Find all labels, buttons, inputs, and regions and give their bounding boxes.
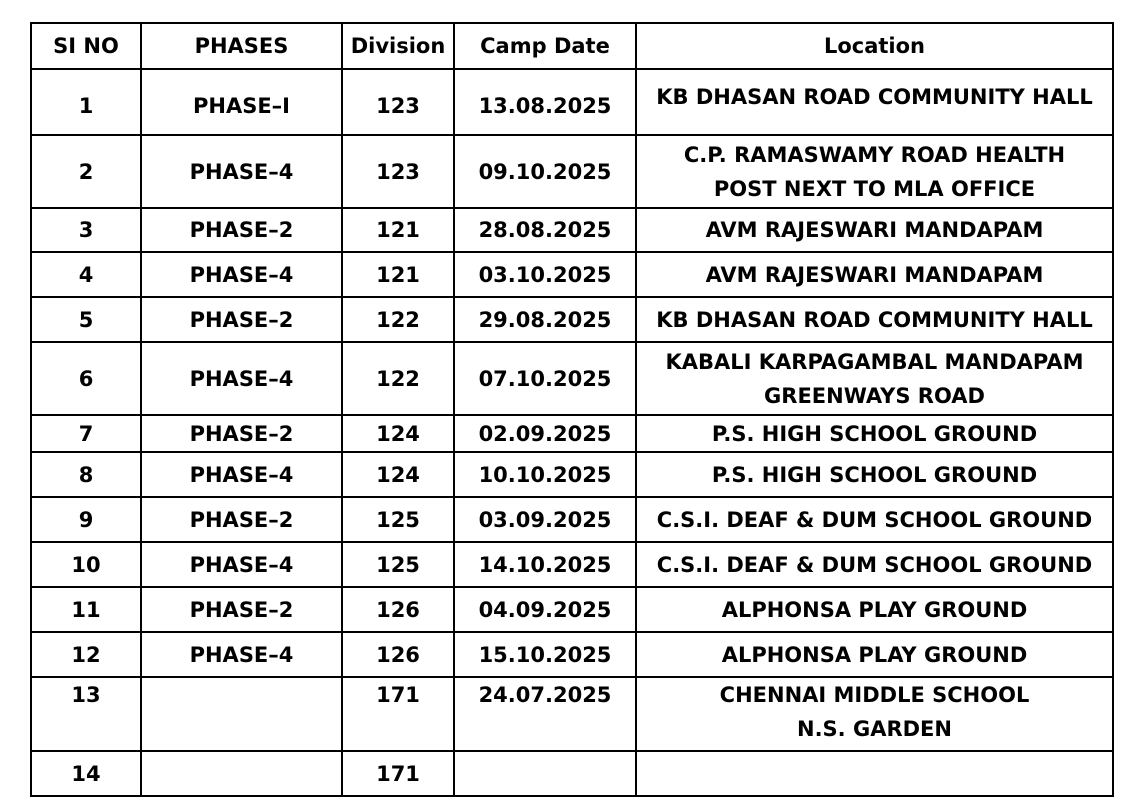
division-cell: 171 — [342, 751, 454, 796]
location-line: AVM RAJESWARI MANDAPAM — [705, 218, 1044, 242]
division-cell: 125 — [342, 542, 454, 587]
table-row — [31, 208, 1113, 252]
location-line: N.S. GARDEN — [797, 717, 952, 741]
camp-date-cell: 15.10.2025 — [454, 632, 636, 677]
location-cell — [636, 252, 1113, 297]
location-line: KB DHASAN ROAD COMMUNITY HALL — [656, 85, 1093, 109]
location-cell — [636, 208, 1113, 252]
location-line: KABALI KARPAGAMBAL MANDAPAM — [665, 349, 1084, 374]
header-phases: PHASES — [141, 23, 342, 69]
division-cell: 121 — [342, 208, 454, 252]
table-row — [31, 452, 1113, 497]
location-cell — [636, 587, 1113, 632]
table-row — [31, 252, 1113, 297]
location-cell — [636, 542, 1113, 587]
sno-cell: 8 — [31, 452, 141, 497]
table-row — [31, 415, 1113, 452]
division-cell: 126 — [342, 587, 454, 632]
sno-cell: 11 — [31, 587, 141, 632]
phase-cell: PHASE–2 — [141, 587, 342, 632]
location-line: CHENNAI MIDDLE SCHOOL — [719, 683, 1030, 707]
sno-cell: 10 — [31, 542, 141, 587]
location-line: AVM RAJESWARI MANDAPAM — [705, 262, 1044, 287]
division-cell: 123 — [342, 69, 454, 135]
sno-cell: 6 — [31, 342, 141, 415]
table-row — [31, 497, 1113, 542]
header-sno: SI NO — [31, 23, 141, 69]
phase-cell: PHASE–2 — [141, 297, 342, 342]
location-line: POST NEXT TO MLA OFFICE — [713, 176, 1036, 201]
location-cell — [636, 497, 1113, 542]
sno-cell: 4 — [31, 252, 141, 297]
camp-schedule-table — [30, 22, 1114, 797]
header-division: Division — [342, 23, 454, 69]
camp-date-cell: 03.09.2025 — [454, 497, 636, 542]
header-location: Location — [636, 23, 1113, 69]
phase-cell: PHASE–4 — [141, 452, 342, 497]
table-body — [31, 69, 1113, 796]
camp-date-cell: 28.08.2025 — [454, 208, 636, 252]
sno-cell: 2 — [31, 135, 141, 208]
location-line: C.S.I. DEAF & DUM SCHOOL GROUND — [656, 507, 1093, 532]
location-cell — [636, 452, 1113, 497]
phase-cell: PHASE–4 — [141, 632, 342, 677]
location-cell — [636, 342, 1113, 415]
phase-cell: PHASE–I — [141, 69, 342, 135]
camp-date-cell: 04.09.2025 — [454, 587, 636, 632]
table-row — [31, 632, 1113, 677]
header-camp-date: Camp Date — [454, 23, 636, 69]
division-cell: 125 — [342, 497, 454, 542]
division-cell: 124 — [342, 415, 454, 452]
phase-cell: PHASE–2 — [141, 208, 342, 252]
division-cell: 171 — [342, 677, 454, 751]
phase-cell: PHASE–4 — [141, 542, 342, 587]
location-cell — [636, 677, 1113, 751]
table-row — [31, 587, 1113, 632]
location-line: ALPHONSA PLAY GROUND — [721, 642, 1028, 667]
phase-cell: PHASE–4 — [141, 342, 342, 415]
camp-date-cell: 14.10.2025 — [454, 542, 636, 587]
camp-date-cell — [454, 751, 636, 796]
sno-cell: 5 — [31, 297, 141, 342]
location-cell — [636, 297, 1113, 342]
location-line: C.P. RAMASWAMY ROAD HEALTH — [683, 142, 1066, 167]
phase-cell: PHASE–4 — [141, 252, 342, 297]
camp-date-cell: 24.07.2025 — [454, 677, 636, 751]
sno-cell: 12 — [31, 632, 141, 677]
camp-date-cell: 09.10.2025 — [454, 135, 636, 208]
table-row — [31, 297, 1113, 342]
camp-date-cell: 07.10.2025 — [454, 342, 636, 415]
camp-date-cell: 02.09.2025 — [454, 415, 636, 452]
division-cell: 126 — [342, 632, 454, 677]
camp-date-cell: 03.10.2025 — [454, 252, 636, 297]
camp-date-cell: 10.10.2025 — [454, 452, 636, 497]
table-row — [31, 677, 1113, 751]
sno-cell: 14 — [31, 751, 141, 796]
location-line: ALPHONSA PLAY GROUND — [721, 597, 1028, 622]
sno-cell: 7 — [31, 415, 141, 452]
location-line: P.S. HIGH SCHOOL GROUND — [711, 421, 1038, 446]
location-cell — [636, 135, 1113, 208]
sno-cell: 13 — [31, 677, 141, 751]
table-row — [31, 69, 1113, 135]
location-cell — [636, 69, 1113, 135]
camp-date-cell: 29.08.2025 — [454, 297, 636, 342]
location-line: KB DHASAN ROAD COMMUNITY HALL — [656, 307, 1093, 332]
table-row — [31, 542, 1113, 587]
sno-cell: 3 — [31, 208, 141, 252]
phase-cell: PHASE–2 — [141, 497, 342, 542]
location-cell — [636, 751, 1113, 796]
location-line: P.S. HIGH SCHOOL GROUND — [711, 462, 1038, 487]
location-cell — [636, 415, 1113, 452]
table-row — [31, 751, 1113, 796]
camp-date-cell: 13.08.2025 — [454, 69, 636, 135]
division-cell: 123 — [342, 135, 454, 208]
table-row — [31, 135, 1113, 208]
header-row — [31, 23, 1113, 69]
division-cell: 121 — [342, 252, 454, 297]
division-cell: 122 — [342, 297, 454, 342]
location-cell — [636, 632, 1113, 677]
sno-cell: 1 — [31, 69, 141, 135]
division-cell: 124 — [342, 452, 454, 497]
location-line: GREENWAYS ROAD — [764, 383, 985, 408]
location-line: C.S.I. DEAF & DUM SCHOOL GROUND — [656, 552, 1093, 577]
phase-cell: PHASE–2 — [141, 415, 342, 452]
table-row — [31, 342, 1113, 415]
phase-cell — [141, 751, 342, 796]
sno-cell: 9 — [31, 497, 141, 542]
division-cell: 122 — [342, 342, 454, 415]
phase-cell: PHASE–4 — [141, 135, 342, 208]
phase-cell — [141, 677, 342, 751]
